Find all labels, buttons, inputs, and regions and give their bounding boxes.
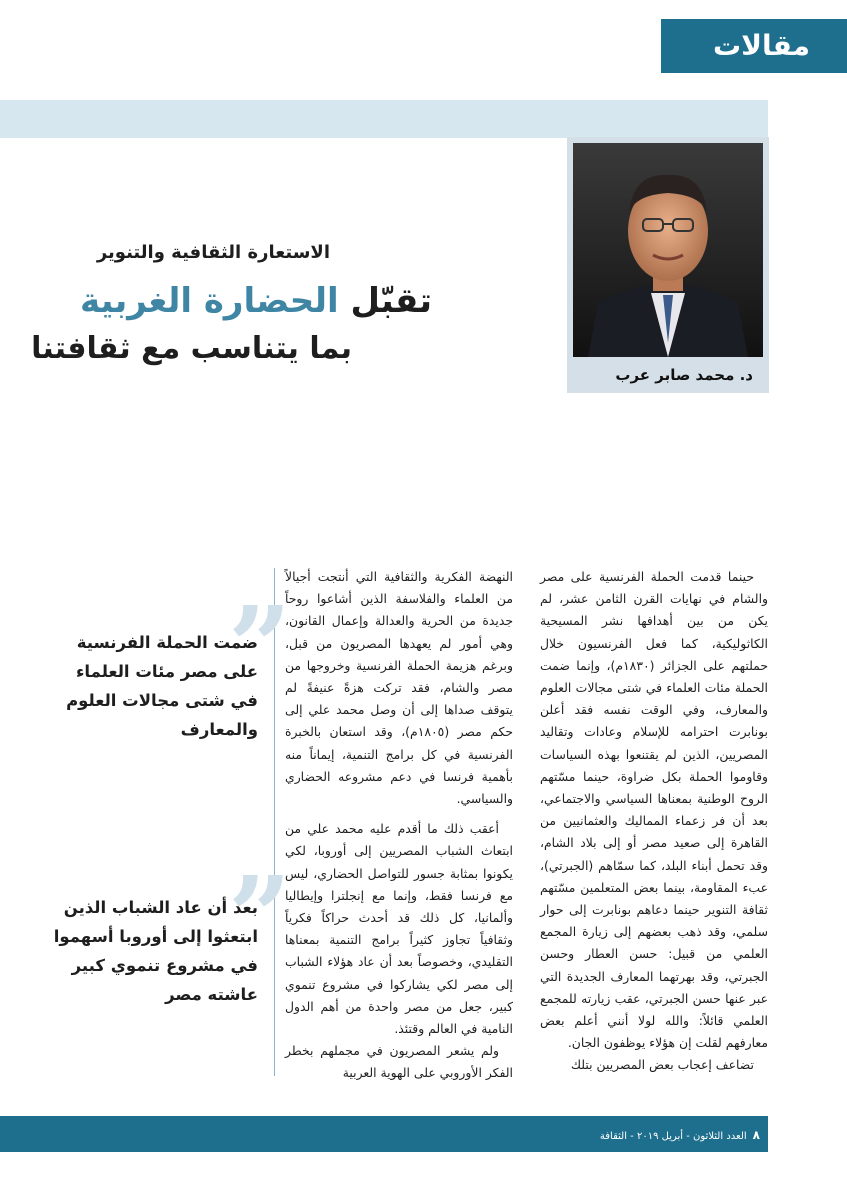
author-photo (573, 143, 763, 357)
pull-quote: ضمت الحملة الفرنسية على مصر مئات العلماء في شتى مجالات العلوم والمعارف (66, 633, 258, 739)
quote-mark-icon: ” (228, 852, 292, 981)
body-column-right (540, 566, 768, 1077)
pull-quote: بعد أن عاد الشباب الذين ابتعثوا إلى أوروبا أسهموا في مشروع تنموي كبير عاشته مصر (53, 898, 258, 1004)
kicker: الاستعارة الثقافية والتنوير (96, 242, 330, 263)
issue-info: العدد الثلاثون - أبريل ٢٠١٩ - الثقافة (599, 1131, 747, 1142)
headline-highlight: الحضارة الغربية (79, 281, 339, 321)
portrait-image (573, 143, 763, 357)
body-column-left (285, 566, 513, 1085)
paragraph: ولم يشعر المصريون في مجملهم بخطر الفكر الأوروبي على الهوية العربية (285, 1043, 513, 1081)
quote-mark-icon: ” (228, 582, 292, 711)
section-label: مقالات (713, 29, 810, 62)
page-number: ٨ (752, 1128, 760, 1142)
paragraph: أعقب ذلك ما أقدم عليه محمد علي من ابتعاث الشباب المصريين إلى أوروبا، لكي يكونوا بمثابة جسور للتواصل الحضاري، ليس مع فرنسا فقط، وإنما مع إنجلترا وإيطاليا وألمانيا، كل ذلك قد أحدث حراكاً فكرياً وثقافياً تجاوز كثيراً برامج التنمية بمعناها التقليدي، وخصوصاً بعد أن عاد هؤلاء الشباب إلى مصر لكي يشاركوا في مشروع تنموي كبير، جعل من مصر واحدة من أهم الدول النامية في العالم وقتئذ. (285, 821, 513, 1037)
byline: د. محمد صابر عرب (615, 366, 753, 384)
title-band (0, 100, 768, 138)
subheadline: بما يتناسب مع ثقافتنا (31, 331, 352, 366)
paragraph: حينما قدمت الحملة الفرنسية على مصر والشام في نهايات القرن الثامن عشر، لم يكن من بين أهدافها نشر المسيحية الكاثوليكية، كما فعل الفرنسيون خلال حملتهم على الجزائر (١٨٣٠م)، وإنما ضمت الحملة مئات العلماء في شتى مجالات العلوم والمعارف، وفي الوقت نفسه فقد أعلن بونابرت احترامه للإسلام وعادات وتقاليد المصريين، الذين لم يقتنعوا بهذه السياسات وقاوموا الحملة بكل ضراوة، حينما مسّتهم الروح الوطنية بمعناها السياسي والاجتماعي، بعد أن فر زعماء المماليك والعثمانيين من القاهرة إلى صعيد مصر أو إلى بلاد الشام، وقد تحمل أبناء البلد، كما سمّاهم (الجبرتي)، عبء المقاومة، بينما بعض المتعلمين مسّتهم ثقافة التنوير حينما دعاهم بونابرت إلى حوار سلمي، وقد ذهب بعضهم إلى زيارة المجمع العلمي من قبيل: حسن العطار وحسن الجبرتي، وقد بهرتهما المعارف الجديدة التي عبر عنها حسن الجبرتي، عقب زيارته للمجمع العلمي قائلاً: والله لولا أنني أعلم بعض معارفهم لقلت إن هؤلاء يوظفون الجان. (540, 569, 769, 1051)
paragraph: تضاعف إعجاب بعض المصريين بتلك (570, 1057, 754, 1073)
footer (540, 1126, 760, 1144)
headline (60, 276, 432, 326)
headline-part1: تقبّل (338, 281, 432, 321)
paragraph: النهضة الفكرية والثقافية التي أنتجت أجيالاً من العلماء والفلاسفة الذين أشاعوا روحاً جديدة من الحرية والعدالة وإعمال القانون، وهي أمور لم يعهدها المصريون من قبل، وبرغم هزيمة الحملة الفرنسية وخروجها من مصر والشام، فقد تركت هزةً عنيفةً لم يتوقف صداها إلى أن وصل محمد علي إلى حكم مصر (١٨٠٥م)، وقد استعان بالخبرة الفرنسية في كل برامج التنمية، إيماناً منه بأهمية فرنسا في دعم مشروعه الحضاري والسياسي. (285, 569, 513, 807)
